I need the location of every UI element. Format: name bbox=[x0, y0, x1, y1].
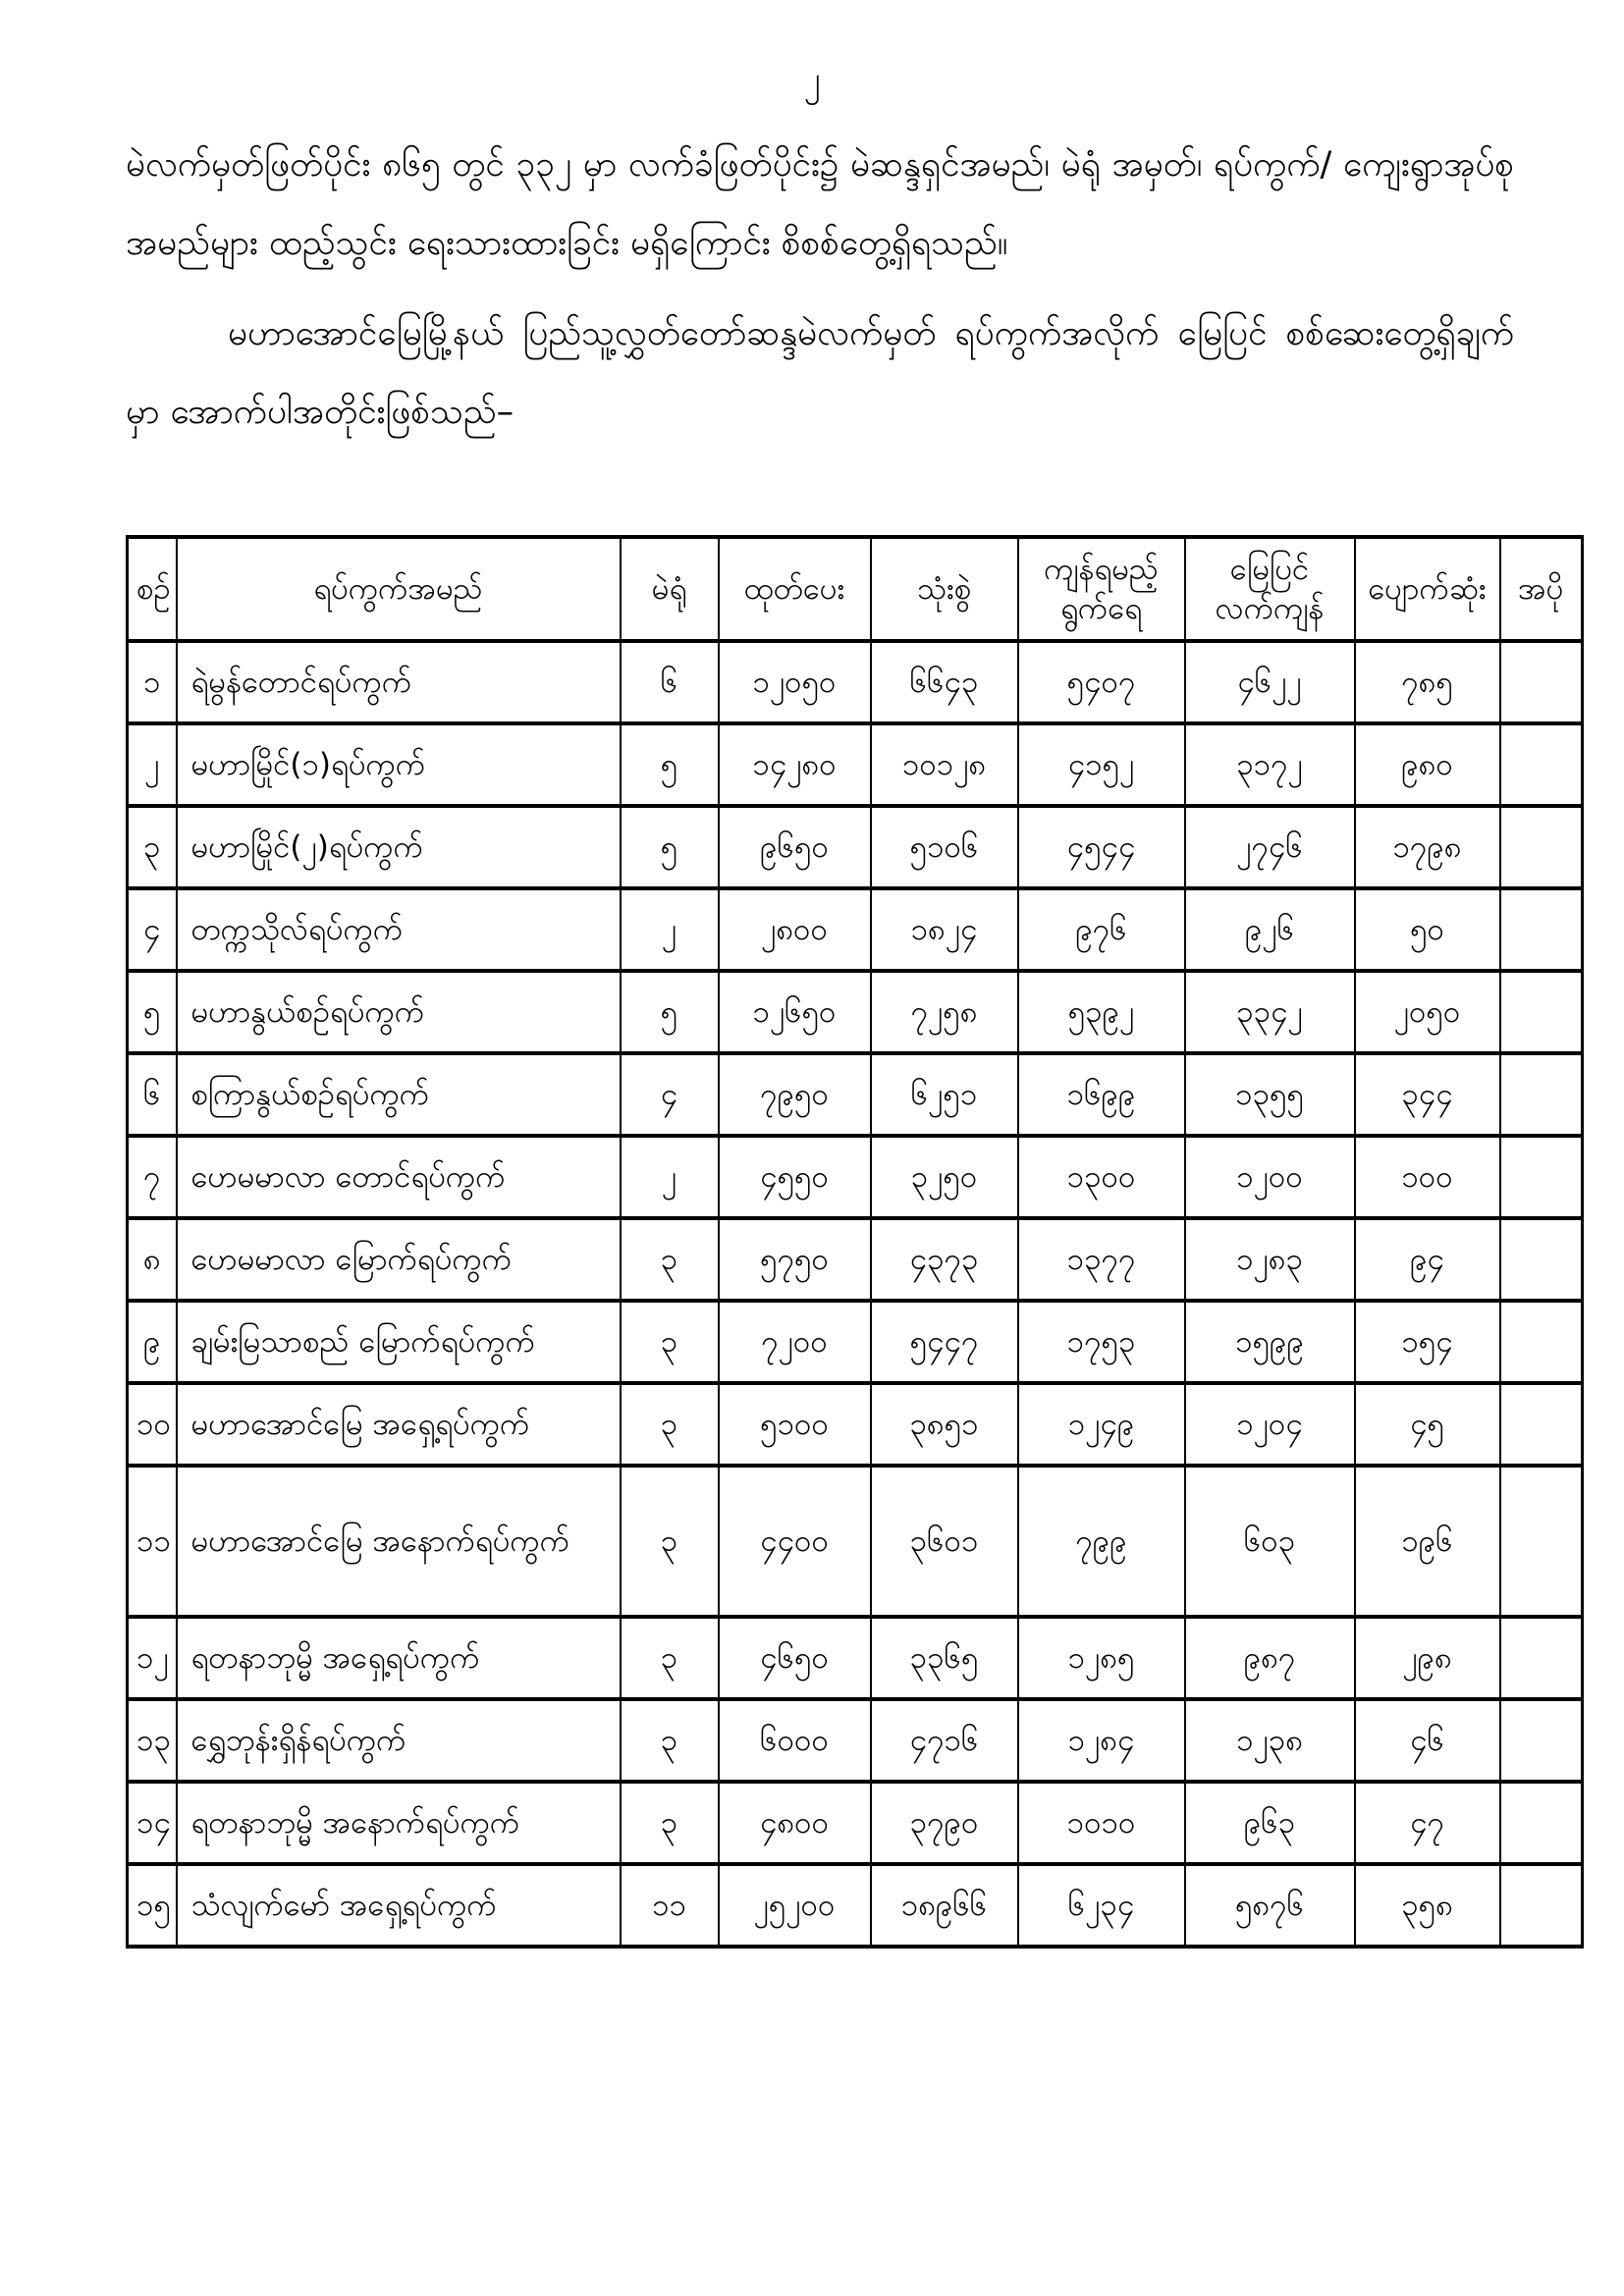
value-cell bbox=[1500, 641, 1583, 723]
value-cell: ၄၁၅၂ bbox=[1018, 723, 1185, 806]
value-cell: ၁၂၈၄ bbox=[1018, 1699, 1185, 1782]
ward-name-cell: ချမ်းမြသာစည် မြောက်ရပ်ကွက် bbox=[177, 1301, 621, 1383]
value-cell: ၆၂၃၄ bbox=[1018, 1864, 1185, 1947]
table-row bbox=[128, 1136, 1583, 1218]
value-cell: ၈ bbox=[128, 1218, 177, 1301]
ward-name-cell: တက္ကသိုလ်ရပ်ကွက် bbox=[177, 888, 621, 971]
value-cell: ၃ bbox=[621, 1383, 719, 1466]
value-cell: ၄၆၂၂ bbox=[1185, 641, 1355, 723]
value-cell bbox=[1500, 806, 1583, 888]
ward-name-cell: ရဲမွန်တောင်ရပ်ကွက် bbox=[177, 641, 621, 723]
value-cell: ၁၈၂၄ bbox=[871, 888, 1018, 971]
value-cell: ၄၆၅၀ bbox=[719, 1617, 871, 1699]
table-row bbox=[128, 1617, 1583, 1699]
value-cell: ၁၈၉၆၆ bbox=[871, 1864, 1018, 1947]
ward-name-cell: မဟာမြိုင်(၂)ရပ်ကွက် bbox=[177, 806, 621, 888]
value-cell: ၁၇၉၈ bbox=[1355, 806, 1500, 888]
page-number: ၂ bbox=[803, 60, 821, 99]
value-cell: ၆၂၅၁ bbox=[871, 1053, 1018, 1136]
value-cell: ၂၅၂၀၀ bbox=[719, 1864, 871, 1947]
table-row bbox=[128, 641, 1583, 723]
value-cell: ၅ bbox=[621, 723, 719, 806]
value-cell: ၃ bbox=[621, 1617, 719, 1699]
value-cell: ၄၇ bbox=[1355, 1782, 1500, 1864]
value-cell: ၃၅၈ bbox=[1355, 1864, 1500, 1947]
value-cell bbox=[1500, 723, 1583, 806]
value-cell: ၇၈၅ bbox=[1355, 641, 1500, 723]
ward-name-cell: ရွှေဘုန်းရှိန်ရပ်ကွက် bbox=[177, 1699, 621, 1782]
value-cell bbox=[1500, 1699, 1583, 1782]
value-cell: ၁၂ bbox=[128, 1617, 177, 1699]
value-cell: ၉ bbox=[128, 1301, 177, 1383]
value-cell: ၁၀ bbox=[128, 1383, 177, 1466]
value-cell bbox=[1500, 1864, 1583, 1947]
value-cell: ၁၄၂၈၀ bbox=[719, 723, 871, 806]
column-header-7: ပျောက်ဆုံး bbox=[1355, 537, 1500, 641]
value-cell: ၉၂၆ bbox=[1185, 888, 1355, 971]
value-cell: ၃၃၄၂ bbox=[1185, 971, 1355, 1053]
value-cell: ၁၂၃၈ bbox=[1185, 1699, 1355, 1782]
value-cell: ၃ bbox=[621, 1301, 719, 1383]
value-cell: ၁၂၀၅၀ bbox=[719, 641, 871, 723]
value-cell: ၄၈၀၀ bbox=[719, 1782, 871, 1864]
table-row bbox=[128, 1864, 1583, 1947]
value-cell: ၅ bbox=[621, 971, 719, 1053]
value-cell: ၅၀ bbox=[1355, 888, 1500, 971]
value-cell: ၁၁ bbox=[128, 1466, 177, 1617]
column-header-8: အပို bbox=[1500, 537, 1583, 641]
ward-name-cell: သံလျက်မော် အရှေ့ရပ်ကွက် bbox=[177, 1864, 621, 1947]
value-cell: ၃ bbox=[621, 1466, 719, 1617]
value-cell: ၆ bbox=[128, 1053, 177, 1136]
ward-ballot-reconciliation-table bbox=[126, 535, 1584, 1949]
value-cell: ၅၄၄၇ bbox=[871, 1301, 1018, 1383]
value-cell: ၂၀၅၀ bbox=[1355, 971, 1500, 1053]
value-cell: ၉၈၇ bbox=[1185, 1617, 1355, 1699]
paragraph-table-intro: မဟာအောင်မြေမြို့နယ် ပြည်သူ့လွှတ်တော်ဆန္ဒမဲလက်မှတ် ရပ်ကွက်အလိုက် မြေပြင် စစ်ဆေးတွေ့ရှိချက်မှာ အောက်ပါအတိုင်းဖြစ်သည်– bbox=[126, 314, 1514, 432]
ward-name-cell: စကြာနွယ်စဉ်ရပ်ကွက် bbox=[177, 1053, 621, 1136]
value-cell: ၂၈၀၀ bbox=[719, 888, 871, 971]
value-cell: ၇၉၅၀ bbox=[719, 1053, 871, 1136]
table-row bbox=[128, 1383, 1583, 1466]
value-cell: ၅၈၇၆ bbox=[1185, 1864, 1355, 1947]
value-cell: ၃၃၆၅ bbox=[871, 1617, 1018, 1699]
value-cell: ၇၉၉ bbox=[1018, 1466, 1185, 1617]
value-cell: ၉၇၆ bbox=[1018, 888, 1185, 971]
value-cell: ၅ bbox=[621, 806, 719, 888]
value-cell: ၁၂၆၅၀ bbox=[719, 971, 871, 1053]
value-cell: ၄၅ bbox=[1355, 1383, 1500, 1466]
value-cell: ၉၈၀ bbox=[1355, 723, 1500, 806]
value-cell: ၂ bbox=[621, 888, 719, 971]
value-cell: ၁၃ bbox=[128, 1699, 177, 1782]
table-header-row bbox=[128, 537, 1583, 641]
value-cell: ၁ bbox=[128, 641, 177, 723]
value-cell: ၄၃၇၃ bbox=[871, 1218, 1018, 1301]
value-cell: ၆၀၃ bbox=[1185, 1466, 1355, 1617]
table-row bbox=[128, 723, 1583, 806]
ward-name-cell: မဟာမြိုင်(၁)ရပ်ကွက် bbox=[177, 723, 621, 806]
value-cell: ၃၄၄ bbox=[1355, 1053, 1500, 1136]
value-cell: ၃ bbox=[621, 1699, 719, 1782]
value-cell: ၇၂၅၈ bbox=[871, 971, 1018, 1053]
ward-name-cell: ရတနာဘုမ္မိ အရှေ့ရပ်ကွက် bbox=[177, 1617, 621, 1699]
value-cell: ၄၆ bbox=[1355, 1699, 1500, 1782]
table-row bbox=[128, 1218, 1583, 1301]
column-header-0: စဉ် bbox=[128, 537, 177, 641]
value-cell: ၁၄ bbox=[128, 1782, 177, 1864]
value-cell: ၅၇၅၀ bbox=[719, 1218, 871, 1301]
ward-name-cell: ရတနာဘုမ္မိ အနောက်ရပ်ကွက် bbox=[177, 1782, 621, 1864]
value-cell bbox=[1500, 1466, 1583, 1617]
value-cell: ၁၅၉၉ bbox=[1185, 1301, 1355, 1383]
value-cell: ၁၀၁၂၈ bbox=[871, 723, 1018, 806]
value-cell: ၄၄၀၀ bbox=[719, 1466, 871, 1617]
column-header-5: ကျန်ရမည့် ရွက်ရေ bbox=[1018, 537, 1185, 641]
table-row bbox=[128, 971, 1583, 1053]
table-row bbox=[128, 1699, 1583, 1782]
value-cell: ၁၂၈၃ bbox=[1185, 1218, 1355, 1301]
value-cell: ၇ bbox=[128, 1136, 177, 1218]
value-cell: ၁၅ bbox=[128, 1864, 177, 1947]
value-cell: ၄ bbox=[128, 888, 177, 971]
table-row bbox=[128, 1053, 1583, 1136]
value-cell bbox=[1500, 971, 1583, 1053]
value-cell: ၅၁၀၀ bbox=[719, 1383, 871, 1466]
ward-name-cell: ဟေမမာလာ တောင်ရပ်ကွက် bbox=[177, 1136, 621, 1218]
value-cell: ၄ bbox=[621, 1053, 719, 1136]
value-cell: ၂၉၈ bbox=[1355, 1617, 1500, 1699]
value-cell: ၅၃၉၂ bbox=[1018, 971, 1185, 1053]
value-cell bbox=[1500, 1383, 1583, 1466]
ward-name-cell: ဟေမမာလာ မြောက်ရပ်ကွက် bbox=[177, 1218, 621, 1301]
value-cell: ၃ bbox=[621, 1218, 719, 1301]
value-cell: ၃၇၉၀ bbox=[871, 1782, 1018, 1864]
table-row bbox=[128, 806, 1583, 888]
column-header-2: မဲရုံ bbox=[621, 537, 719, 641]
value-cell: ၁၁ bbox=[621, 1864, 719, 1947]
value-cell: ၁၅၄ bbox=[1355, 1301, 1500, 1383]
value-cell: ၁၂၈၅ bbox=[1018, 1617, 1185, 1699]
value-cell: ၉၆၃ bbox=[1185, 1782, 1355, 1864]
column-header-3: ထုတ်ပေး bbox=[719, 537, 871, 641]
value-cell: ၆၆၄၃ bbox=[871, 641, 1018, 723]
value-cell: ၃၁၇၂ bbox=[1185, 723, 1355, 806]
value-cell: ၉၆၅၀ bbox=[719, 806, 871, 888]
value-cell: ၃၂၅၀ bbox=[871, 1136, 1018, 1218]
value-cell: ၁၀၀ bbox=[1355, 1136, 1500, 1218]
value-cell: ၄၅၄၄ bbox=[1018, 806, 1185, 888]
table-row bbox=[128, 888, 1583, 971]
column-header-6: မြေပြင် လက်ကျန် bbox=[1185, 537, 1355, 641]
ward-name-cell: မဟာနွယ်စဉ်ရပ်ကွက် bbox=[177, 971, 621, 1053]
value-cell: ၃၆၀၁ bbox=[871, 1466, 1018, 1617]
value-cell: ၉၄ bbox=[1355, 1218, 1500, 1301]
value-cell: ၁၃၇၇ bbox=[1018, 1218, 1185, 1301]
value-cell: ၁၃၀၀ bbox=[1018, 1136, 1185, 1218]
value-cell bbox=[1500, 1782, 1583, 1864]
value-cell: ၃ bbox=[128, 806, 177, 888]
value-cell: ၁၀၁၀ bbox=[1018, 1782, 1185, 1864]
value-cell: ၆၀၀၀ bbox=[719, 1699, 871, 1782]
ward-name-cell: မဟာအောင်မြေ အနောက်ရပ်ကွက် bbox=[177, 1466, 621, 1617]
value-cell: ၃၈၅၁ bbox=[871, 1383, 1018, 1466]
column-header-4: သုံးစွဲ bbox=[871, 537, 1018, 641]
value-cell: ၁၂၀၄ bbox=[1185, 1383, 1355, 1466]
value-cell: ၄၅၅၀ bbox=[719, 1136, 871, 1218]
value-cell: ၁၉၆ bbox=[1355, 1466, 1500, 1617]
value-cell: ၁၆၉၉ bbox=[1018, 1053, 1185, 1136]
table-row bbox=[128, 1301, 1583, 1383]
ward-name-cell: မဟာအောင်မြေ အရှေ့ရပ်ကွက် bbox=[177, 1383, 621, 1466]
paragraph-ballot-counterfoil-finding: မဲလက်မှတ်ဖြတ်ပိုင်း ၈၆၅ တွင် ၃၃၂ မှာ လက်ခံဖြတ်ပိုင်း၌ မဲဆန္ဒရှင်အမည်၊ မဲရုံ အမှတ်၊ ရပ်ကွက်/ ကျေးရွာအုပ်စုအမည်များ ထည့်သွင်း ရေးသားထားခြင်း မရှိကြောင်း စိစစ်တွေ့ရှိရသည်။ bbox=[126, 145, 1514, 263]
value-cell: ၁၇၅၃ bbox=[1018, 1301, 1185, 1383]
value-cell: ၆ bbox=[621, 641, 719, 723]
value-cell: ၅၁၀၆ bbox=[871, 806, 1018, 888]
value-cell: ၇၂၀၀ bbox=[719, 1301, 871, 1383]
column-header-1: ရပ်ကွက်အမည် bbox=[177, 537, 621, 641]
value-cell: ၂၇၄၆ bbox=[1185, 806, 1355, 888]
value-cell: ၅ bbox=[128, 971, 177, 1053]
value-cell: ၃ bbox=[621, 1782, 719, 1864]
value-cell bbox=[1500, 1218, 1583, 1301]
table-row bbox=[128, 1466, 1583, 1617]
value-cell: ၁၂၄၉ bbox=[1018, 1383, 1185, 1466]
value-cell: ၁၃၅၅ bbox=[1185, 1053, 1355, 1136]
value-cell bbox=[1500, 1301, 1583, 1383]
table-row bbox=[128, 1782, 1583, 1864]
value-cell: ၅၄၀၇ bbox=[1018, 641, 1185, 723]
value-cell: ၁၂၀၀ bbox=[1185, 1136, 1355, 1218]
value-cell bbox=[1500, 888, 1583, 971]
value-cell bbox=[1500, 1053, 1583, 1136]
value-cell bbox=[1500, 1617, 1583, 1699]
value-cell bbox=[1500, 1136, 1583, 1218]
value-cell: ၄၇၁၆ bbox=[871, 1699, 1018, 1782]
value-cell: ၂ bbox=[621, 1136, 719, 1218]
value-cell: ၂ bbox=[128, 723, 177, 806]
